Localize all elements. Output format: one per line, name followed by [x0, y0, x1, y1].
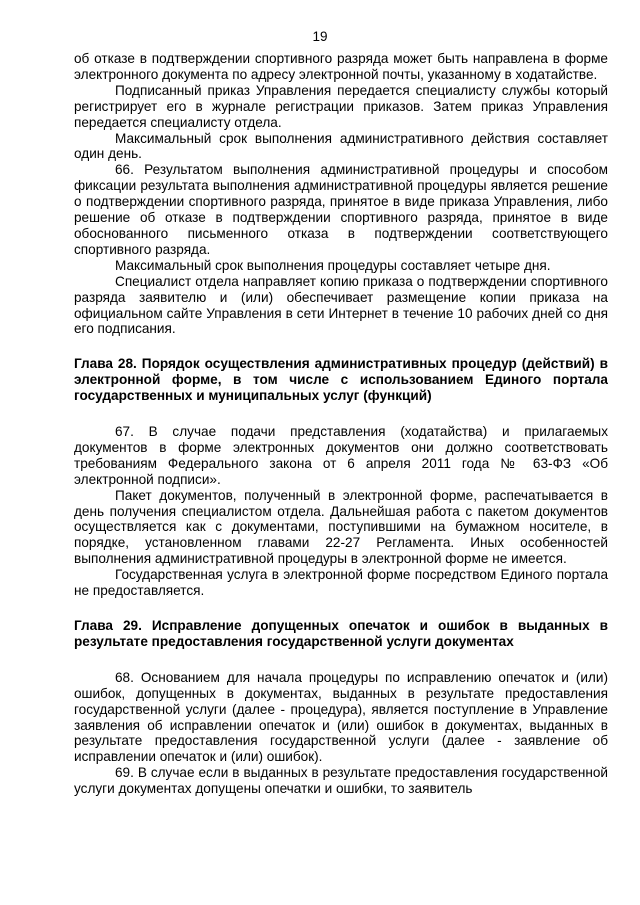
paragraph: 66. Результатом выполнения административной процедуры и способом фиксации результата выполнения административной процедуры является решение о подтверждении спортивного разряда, принятое в виде приказа Управления, либо решение об отказе в подтверждении спортивного разряда, принятое в виде обоснованного письменного отказа в подтверждении соответствующего спортивного разряда.	[74, 162, 608, 257]
page-number: 19	[312, 29, 328, 44]
paragraph: 68. Основанием для начала процедуры по исправлению опечаток и (или) ошибок, допущенных в документах, выданных в результате предоставления государственной услуги (далее - процедура), является поступление в Управление заявления об исправлении опечаток и (или) ошибок в документах, выданных в результате предоставления государственной услуги (далее - заявление об исправлении опечаток и (или) ошибок).	[74, 669, 608, 765]
paragraph: 67. В случае подачи представления (ходатайства) и прилагаемых документов в форме электронных документов они должно соответствовать требованиям Федерального закона от 6 апреля 2011 года № 63-ФЗ «Об электронной подписи».	[74, 424, 608, 487]
paragraph: 69. В случае если в выданных в результате предоставления государственной услуги документах допущены опечатки и ошибки, то заявитель	[74, 765, 608, 797]
paragraph: Пакет документов, полученный в электронной форме, распечатывается в день получения специалистом отдела. Дальнейшая работа с пакетом документов осуществляется как с документами, поступившими на бумажном носителе, в порядке, установленном главами 22-27 Регламента. Иных особенностей выполнения административной процедуры в электронной форме не имеется.	[74, 487, 608, 567]
paragraph: Максимальный срок выполнения процедуры составляет четыре дня.	[115, 257, 551, 273]
chapter-28-heading: Глава 28. Порядок осуществления административных процедур (действий) в электронной форме, в том числе с использованием Единого портала государственных и муниципальных услуг (функций)	[74, 356, 608, 404]
paragraph: Специалист отдела направляет копию приказа о подтверждении спортивного разряда заявителю и (или) обеспечивает размещение копии приказа на официальном сайте Управления в сети Интернет в течение 10 рабочих дней со дня его подписания.	[74, 273, 608, 337]
paragraph: об отказе в подтверждении спортивного разряда может быть направлена в форме электронного документа по адресу электронной почты, указанному в ходатайстве.	[74, 51, 608, 82]
paragraph: Максимальный срок выполнения административного действия составляет один день.	[74, 130, 608, 162]
paragraph: Государственная услуга в электронной форме посредством Единого портала не предоставляется.	[74, 567, 608, 599]
paragraph: Подписанный приказ Управления передается специалисту службы который регистрирует его в журнале регистрации приказов. Затем приказ Управления передается специалисту отдела.	[74, 82, 608, 130]
chapter-29-heading: Глава 29. Исправление допущенных опечаток и ошибок в выданных в результате предоставления государственной услуги документах	[74, 618, 608, 649]
document-body	[74, 51, 608, 797]
